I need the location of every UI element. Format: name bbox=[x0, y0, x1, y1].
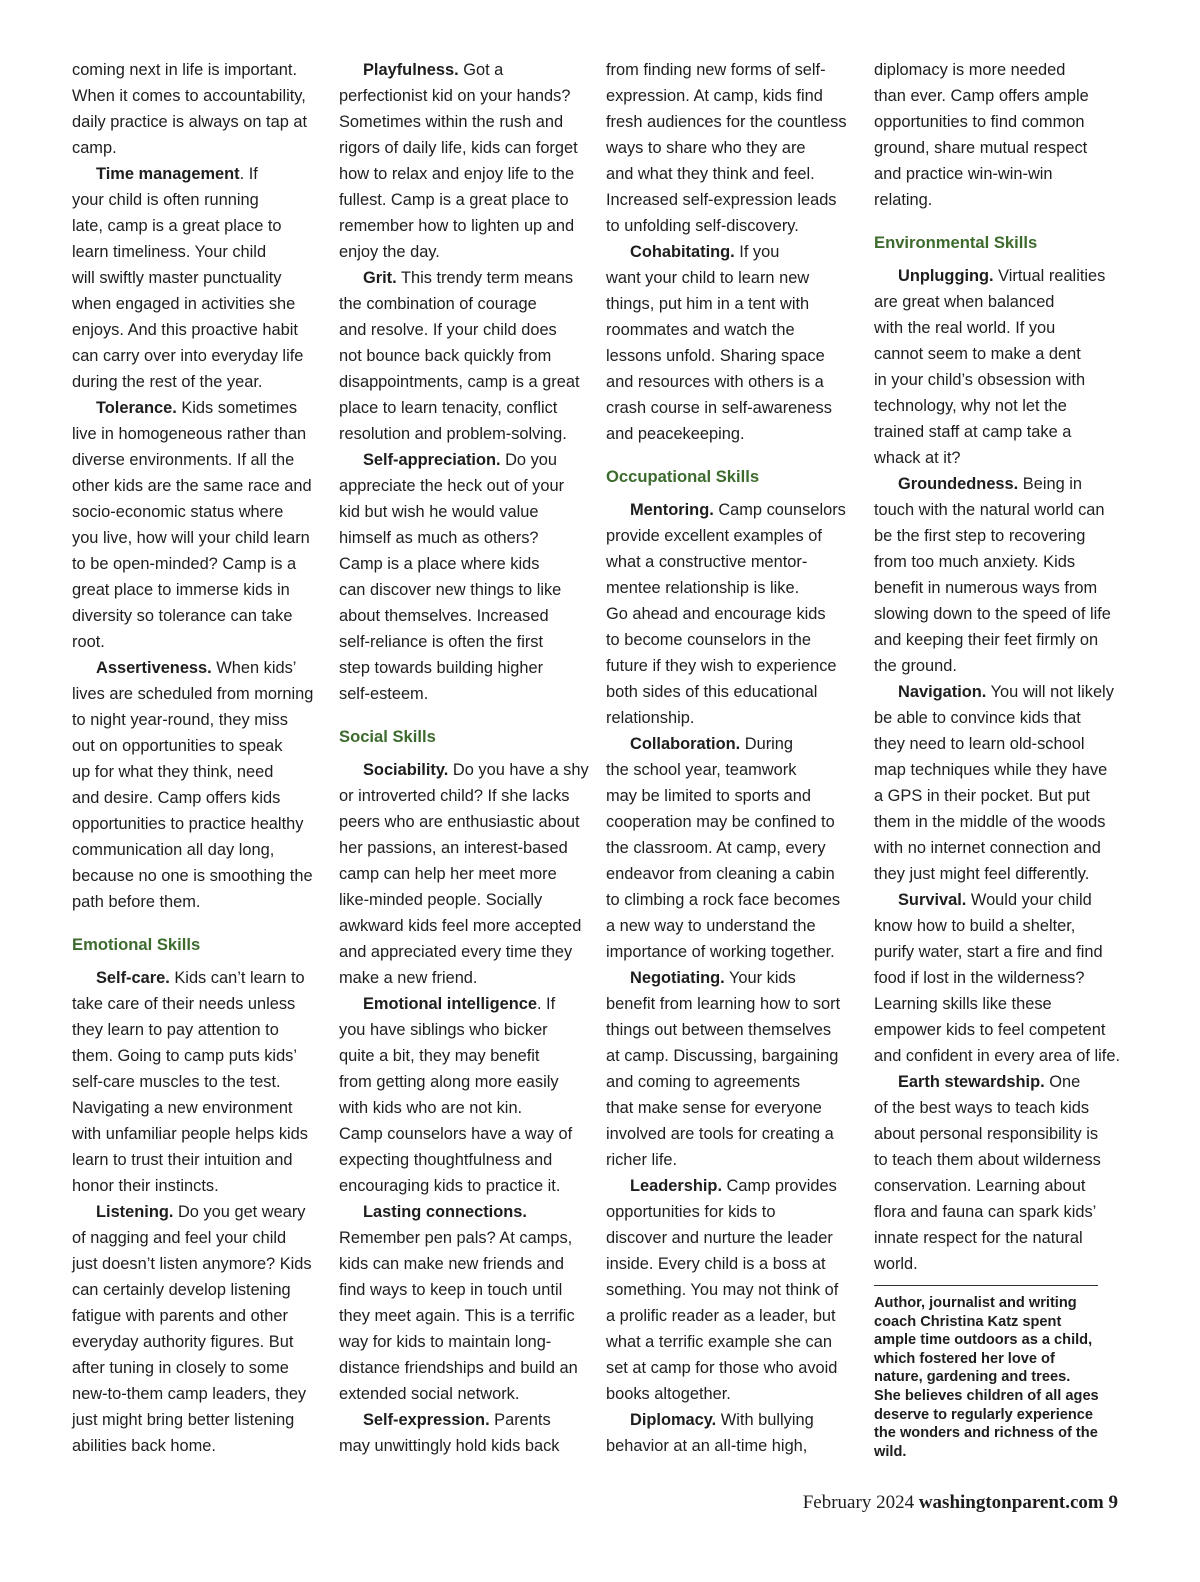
skill-name: Listening. bbox=[96, 1203, 174, 1221]
skill-name: Negotiating. bbox=[630, 969, 725, 987]
text-line: to become counselors in the bbox=[606, 631, 812, 649]
paragraph-diplomacy bbox=[606, 1407, 854, 1459]
text-line: with no internet connection and bbox=[874, 839, 1101, 857]
bio-line: wild. bbox=[874, 1443, 907, 1460]
text-line: about themselves. Increased bbox=[339, 607, 549, 625]
text-line: with the real world. If you bbox=[874, 319, 1056, 337]
text-line: from getting along more easily bbox=[339, 1073, 559, 1091]
text-line: peers who are enthusiastic about bbox=[339, 813, 580, 831]
text-fragment: Your kids bbox=[724, 969, 796, 987]
paragraph-mentoring bbox=[606, 497, 854, 731]
skill-name: Tolerance. bbox=[96, 399, 177, 417]
text-line bbox=[606, 1407, 854, 1433]
paragraph-self-appreciation bbox=[339, 447, 587, 707]
text-line: the classroom. At camp, every bbox=[606, 839, 826, 857]
text-line: of nagging and feel your child bbox=[72, 1229, 287, 1247]
bio-line: deserve to regularly experience bbox=[874, 1406, 1094, 1423]
text-line: to teach them about wilderness bbox=[874, 1151, 1101, 1169]
text-line: to night year-round, they miss bbox=[72, 711, 288, 729]
bio-line: Author, journalist and writing bbox=[874, 1295, 1077, 1311]
text-line: books altogether. bbox=[606, 1385, 731, 1403]
skill-name: Time management bbox=[96, 165, 240, 183]
skill-name: Cohabitating. bbox=[630, 243, 735, 261]
text-line: behavior at an all-time high, bbox=[606, 1437, 808, 1455]
text-line: appreciate the heck out of your bbox=[339, 477, 565, 495]
skill-name: Groundedness. bbox=[898, 475, 1019, 493]
text-line: to be open-minded? Camp is a bbox=[72, 555, 297, 573]
divider bbox=[874, 1285, 1098, 1286]
text-line bbox=[606, 497, 854, 523]
text-line: ways to share who they are bbox=[606, 139, 806, 157]
text-line: Camp is a place where kids bbox=[339, 555, 540, 573]
text-line: can discover new things to like bbox=[339, 581, 562, 599]
text-line: what a terrific example she can bbox=[606, 1333, 832, 1351]
text-line: root. bbox=[72, 633, 105, 651]
text-line: flora and fauna can spark kids’ bbox=[874, 1203, 1097, 1221]
text-line: be able to convince kids that bbox=[874, 709, 1081, 727]
text-line: Camp counselors have a way of bbox=[339, 1125, 573, 1143]
text-line: enjoy the day. bbox=[339, 243, 440, 261]
text-line: and confident in every area of life. bbox=[874, 1047, 1121, 1065]
paragraph-earth-stewardship bbox=[874, 1069, 1120, 1277]
paragraph-continued bbox=[874, 57, 1120, 213]
paragraph-playfulness bbox=[339, 57, 587, 265]
text-fragment: This trendy term means bbox=[396, 269, 574, 287]
text-line: and peacekeeping. bbox=[606, 425, 745, 443]
text-fragment: One bbox=[1044, 1073, 1081, 1091]
text-line: with unfamiliar people helps kids bbox=[72, 1125, 308, 1143]
text-line: fresh audiences for the countless bbox=[606, 113, 847, 131]
text-line: provide excellent examples of bbox=[606, 527, 822, 545]
paragraph-listening bbox=[72, 1199, 318, 1459]
text-line: or introverted child? If she lacks bbox=[339, 787, 570, 805]
text-line: crash course in self-awareness bbox=[606, 399, 832, 417]
text-line: find ways to keep in touch until bbox=[339, 1281, 563, 1299]
text-line: benefit from learning how to sort bbox=[606, 995, 841, 1013]
text-line: may unwittingly hold kids back bbox=[339, 1437, 560, 1455]
text-line: things, put him in a tent with bbox=[606, 295, 810, 313]
column-2 bbox=[339, 57, 587, 1459]
paragraph-leadership bbox=[606, 1173, 854, 1407]
text-line: a prolific reader as a leader, but bbox=[606, 1307, 836, 1325]
skill-name: Leadership. bbox=[630, 1177, 722, 1195]
text-fragment: Do you have a shy bbox=[448, 761, 589, 779]
text-line: mentee relationship is like. bbox=[606, 579, 800, 597]
text-line: benefit in numerous ways from bbox=[874, 579, 1098, 597]
text-line: and practice win-win-win bbox=[874, 165, 1053, 183]
text-line: camp can help her meet more bbox=[339, 865, 557, 883]
text-line: learn to trust their intuition and bbox=[72, 1151, 293, 1169]
skill-name: Playfulness. bbox=[363, 61, 459, 79]
text-line: Sometimes within the rush and bbox=[339, 113, 564, 131]
skill-name: Survival. bbox=[898, 891, 967, 909]
text-line: kid but wish he would value bbox=[339, 503, 539, 521]
text-line: at camp. Discussing, bargaining bbox=[606, 1047, 839, 1065]
text-line: food if lost in the wilderness? bbox=[874, 969, 1085, 987]
text-line: Learning skills like these bbox=[874, 995, 1052, 1013]
skill-name: Assertiveness. bbox=[96, 659, 212, 677]
text-line bbox=[72, 655, 318, 681]
text-line: the combination of courage bbox=[339, 295, 537, 313]
text-line: with kids who are not kin. bbox=[339, 1099, 523, 1117]
text-line: new-to-them camp leaders, they bbox=[72, 1385, 307, 1403]
section-heading: Emotional Skills bbox=[72, 935, 201, 954]
text-line bbox=[874, 1069, 1120, 1095]
text-line: about personal responsibility is bbox=[874, 1125, 1099, 1143]
text-line: socio-economic status where bbox=[72, 503, 284, 521]
skill-name: Self-expression. bbox=[363, 1411, 490, 1429]
text-line: rigors of daily life, kids can forget bbox=[339, 139, 578, 157]
text-line: want your child to learn new bbox=[606, 269, 810, 287]
text-line bbox=[72, 395, 318, 421]
text-line: not bounce back quickly from bbox=[339, 347, 552, 365]
text-line: roommates and watch the bbox=[606, 321, 795, 339]
text-line: to unfolding self-discovery. bbox=[606, 217, 799, 235]
text-line: diversity so tolerance can take bbox=[72, 607, 293, 625]
text-line: opportunities for kids to bbox=[606, 1203, 776, 1221]
text-line: daily practice is always on tap at bbox=[72, 113, 308, 131]
paragraph-grit bbox=[339, 265, 587, 447]
text-line: may be limited to sports and bbox=[606, 787, 811, 805]
text-line bbox=[72, 161, 318, 187]
column-3 bbox=[606, 57, 854, 1459]
text-fragment: Do you bbox=[500, 451, 558, 469]
text-line: awkward kids feel more accepted bbox=[339, 917, 582, 935]
text-line: step towards building higher bbox=[339, 659, 544, 677]
text-fragment: With bullying bbox=[716, 1411, 814, 1429]
text-line: and resources with others is a bbox=[606, 373, 824, 391]
text-line: purify water, start a fire and find bbox=[874, 943, 1103, 961]
bio-line: coach Christina Katz spent bbox=[874, 1313, 1062, 1330]
text-line: both sides of this educational bbox=[606, 683, 818, 701]
text-line bbox=[874, 471, 1120, 497]
text-fragment: Would your child bbox=[966, 891, 1092, 909]
paragraph-unplugging bbox=[874, 263, 1120, 471]
text-line: kids can make new friends and bbox=[339, 1255, 565, 1273]
text-line bbox=[874, 679, 1120, 705]
text-line bbox=[339, 1199, 587, 1225]
paragraph-time-management bbox=[72, 161, 318, 395]
text-line: honor their instincts. bbox=[72, 1177, 219, 1195]
text-line: them. Going to camp puts kids’ bbox=[72, 1047, 298, 1065]
bio-line: She believes children of all ages bbox=[874, 1387, 1099, 1404]
text-line: fatigue with parents and other bbox=[72, 1307, 288, 1325]
text-line: to climbing a rock face becomes bbox=[606, 891, 841, 909]
text-line: quite a bit, they may benefit bbox=[339, 1047, 540, 1065]
text-fragment: Camp provides bbox=[722, 1177, 837, 1195]
text-line: opportunities to find common bbox=[874, 113, 1085, 131]
paragraph-assertiveness bbox=[72, 655, 318, 915]
text-line: importance of working together. bbox=[606, 943, 835, 961]
text-line: and desire. Camp offers kids bbox=[72, 789, 281, 807]
text-line: her passions, an interest-based bbox=[339, 839, 568, 857]
text-line bbox=[339, 447, 587, 473]
text-fragment: Kids can’t learn to bbox=[169, 969, 305, 987]
text-line: and keeping their feet firmly on bbox=[874, 631, 1099, 649]
text-line: a GPS in their pocket. But put bbox=[874, 787, 1090, 805]
paragraph-intro bbox=[72, 57, 318, 161]
text-line: and what they think and feel. bbox=[606, 165, 815, 183]
text-line: technology, why not let the bbox=[874, 397, 1067, 415]
text-line: than ever. Camp offers ample bbox=[874, 87, 1089, 105]
column-1 bbox=[72, 57, 318, 1459]
text-line: endeavor from cleaning a cabin bbox=[606, 865, 835, 883]
text-line bbox=[874, 887, 1120, 913]
text-line: self-reliance is often the first bbox=[339, 633, 544, 651]
text-line bbox=[339, 1407, 587, 1433]
text-fragment: . If bbox=[536, 995, 556, 1013]
paragraph-sociability bbox=[339, 757, 587, 991]
text-fragment: If you bbox=[734, 243, 780, 261]
text-line: set at camp for those who avoid bbox=[606, 1359, 838, 1377]
text-line: self-care muscles to the test. bbox=[72, 1073, 281, 1091]
page-number: 9 bbox=[1103, 1492, 1118, 1513]
text-fragment: When kids’ bbox=[211, 659, 297, 677]
site-name: washingtonparent.com bbox=[918, 1492, 1104, 1513]
text-line bbox=[72, 965, 318, 991]
paragraph-survival bbox=[874, 887, 1120, 1069]
text-line: when engaged in activities she bbox=[72, 295, 296, 313]
paragraph-emotional-intelligence bbox=[339, 991, 587, 1199]
text-line: they learn to pay attention to bbox=[72, 1021, 279, 1039]
text-line: future if they wish to experience bbox=[606, 657, 837, 675]
text-line bbox=[606, 239, 854, 265]
text-line: that make sense for everyone bbox=[606, 1099, 822, 1117]
text-fragment: Parents bbox=[489, 1411, 551, 1429]
skill-name: Self-care. bbox=[96, 969, 170, 987]
text-line: a new way to understand the bbox=[606, 917, 816, 935]
page-footer bbox=[803, 1492, 1118, 1514]
text-line: communication all day long, bbox=[72, 841, 275, 859]
text-line bbox=[606, 965, 854, 991]
text-line: distance friendships and build an bbox=[339, 1359, 578, 1377]
text-line: ground, share mutual respect bbox=[874, 139, 1088, 157]
text-line: will swiftly master punctuality bbox=[72, 269, 282, 287]
text-line: richer life. bbox=[606, 1151, 678, 1169]
text-line: take care of their needs unless bbox=[72, 995, 296, 1013]
text-line: know how to build a shelter, bbox=[874, 917, 1076, 935]
text-line: cooperation may be confined to bbox=[606, 813, 835, 831]
text-line: you have siblings who bicker bbox=[339, 1021, 548, 1039]
text-line: encouraging kids to practice it. bbox=[339, 1177, 561, 1195]
paragraph-cohabitating bbox=[606, 239, 854, 447]
text-line: how to relax and enjoy life to the bbox=[339, 165, 575, 183]
text-fragment: Being in bbox=[1018, 475, 1083, 493]
text-line: and appreciated every time they bbox=[339, 943, 573, 961]
text-line: Increased self-expression leads bbox=[606, 191, 837, 209]
text-line: conservation. Learning about bbox=[874, 1177, 1086, 1195]
skill-name: Self-appreciation. bbox=[363, 451, 501, 469]
text-line: fullest. Camp is a great place to bbox=[339, 191, 569, 209]
skill-name: Earth stewardship. bbox=[898, 1073, 1045, 1091]
text-line: relationship. bbox=[606, 709, 695, 727]
text-line: everyday authority figures. But bbox=[72, 1333, 294, 1351]
text-line: way for kids to maintain long- bbox=[339, 1333, 552, 1351]
text-line: opportunities to practice healthy bbox=[72, 815, 304, 833]
text-line: camp. bbox=[72, 139, 117, 157]
text-line: whack at it? bbox=[874, 449, 961, 467]
paragraph-self-care bbox=[72, 965, 318, 1199]
text-line bbox=[339, 757, 587, 783]
text-line: involved are tools for creating a bbox=[606, 1125, 834, 1143]
text-line: live in homogeneous rather than bbox=[72, 425, 307, 443]
text-line: world. bbox=[874, 1255, 918, 1273]
text-line: expression. At camp, kids find bbox=[606, 87, 823, 105]
skill-name: Sociability. bbox=[363, 761, 449, 779]
skill-name: Mentoring. bbox=[630, 501, 714, 519]
text-line: Navigating a new environment bbox=[72, 1099, 293, 1117]
text-line: the school year, teamwork bbox=[606, 761, 797, 779]
section-heading: Environmental Skills bbox=[874, 233, 1038, 252]
text-line: map techniques while they have bbox=[874, 761, 1108, 779]
text-line: disappointments, camp is a great bbox=[339, 373, 580, 391]
text-fragment: Do you get weary bbox=[173, 1203, 306, 1221]
text-line: empower kids to feel competent bbox=[874, 1021, 1106, 1039]
author-bio bbox=[874, 1294, 1114, 1461]
text-line: can carry over into everyday life bbox=[72, 347, 304, 365]
paragraph-continued bbox=[606, 57, 854, 239]
text-line: what a constructive mentor- bbox=[606, 553, 808, 571]
text-line: lessons unfold. Sharing space bbox=[606, 347, 825, 365]
skill-name: Diplomacy. bbox=[630, 1411, 717, 1429]
text-fragment: You will not likely bbox=[986, 683, 1114, 701]
text-line: When it comes to accountability, bbox=[72, 87, 306, 105]
text-line: inside. Every child is a boss at bbox=[606, 1255, 826, 1273]
text-line: from finding new forms of self- bbox=[606, 61, 826, 79]
text-line: late, camp is a great place to bbox=[72, 217, 282, 235]
text-line: lives are scheduled from morning bbox=[72, 685, 314, 703]
text-line bbox=[874, 263, 1120, 289]
text-line: they meet again. This is a terrific bbox=[339, 1307, 575, 1325]
text-line: be the first step to recovering bbox=[874, 527, 1086, 545]
text-line: in your child’s obsession with bbox=[874, 371, 1086, 389]
text-line: something. You may not think of bbox=[606, 1281, 839, 1299]
text-line: of the best ways to teach kids bbox=[874, 1099, 1090, 1117]
text-line: like-minded people. Socially bbox=[339, 891, 543, 909]
text-line: up for what they think, need bbox=[72, 763, 274, 781]
text-line: during the rest of the year. bbox=[72, 373, 263, 391]
text-line: and resolve. If your child does bbox=[339, 321, 557, 339]
text-line: things out between themselves bbox=[606, 1021, 832, 1039]
text-line: cannot seem to make a dent bbox=[874, 345, 1081, 363]
text-line: trained staff at camp take a bbox=[874, 423, 1072, 441]
text-line: resolution and problem-solving. bbox=[339, 425, 567, 443]
text-line: perfectionist kid on your hands? bbox=[339, 87, 571, 105]
text-line: they just might feel differently. bbox=[874, 865, 1090, 883]
text-line: just doesn’t listen anymore? Kids bbox=[72, 1255, 312, 1273]
paragraph-tolerance bbox=[72, 395, 318, 655]
bio-line: ample time outdoors as a child, bbox=[874, 1332, 1093, 1349]
text-line: great place to immerse kids in bbox=[72, 581, 290, 599]
text-line: discover and nurture the leader bbox=[606, 1229, 833, 1247]
text-fragment: Got a bbox=[458, 61, 504, 79]
text-fragment: . If bbox=[239, 165, 258, 183]
text-line: innate respect for the natural bbox=[874, 1229, 1083, 1247]
text-line: relating. bbox=[874, 191, 933, 209]
text-line: can certainly develop listening bbox=[72, 1281, 291, 1299]
skill-name: Grit. bbox=[363, 269, 397, 287]
paragraph-lasting-connections bbox=[339, 1199, 587, 1407]
text-line bbox=[606, 731, 854, 757]
text-line: they need to learn old-school bbox=[874, 735, 1085, 753]
text-line: learn timeliness. Your child bbox=[72, 243, 267, 261]
skill-name: Emotional intelligence bbox=[363, 995, 537, 1013]
paragraph-groundedness bbox=[874, 471, 1120, 679]
text-line: and coming to agreements bbox=[606, 1073, 801, 1091]
issue-date: February 2024 bbox=[802, 1492, 919, 1513]
paragraph-navigation bbox=[874, 679, 1120, 887]
text-line bbox=[339, 57, 587, 83]
text-line: path before them. bbox=[72, 893, 201, 911]
text-line: slowing down to the speed of life bbox=[874, 605, 1111, 623]
text-line: remember how to lighten up and bbox=[339, 217, 575, 235]
paragraph-self-expression bbox=[339, 1407, 587, 1459]
text-fragment: Virtual realities bbox=[993, 267, 1106, 285]
text-line: your child is often running bbox=[72, 191, 259, 209]
skill-name: Unplugging. bbox=[898, 267, 994, 285]
skill-name: Lasting connections. bbox=[363, 1203, 527, 1221]
section-heading: Social Skills bbox=[339, 727, 436, 746]
text-line: diverse environments. If all the bbox=[72, 451, 295, 469]
text-line: make a new friend. bbox=[339, 969, 478, 987]
text-line: Go ahead and encourage kids bbox=[606, 605, 826, 623]
text-line: extended social network. bbox=[339, 1385, 520, 1403]
bio-line: the wonders and richness of the bbox=[874, 1425, 1098, 1442]
text-line: from too much anxiety. Kids bbox=[874, 553, 1076, 571]
text-line: other kids are the same race and bbox=[72, 477, 312, 495]
text-fragment: Kids sometimes bbox=[176, 399, 298, 417]
text-line: the ground. bbox=[874, 657, 957, 675]
text-line: diplomacy is more needed bbox=[874, 61, 1066, 79]
text-line: touch with the natural world can bbox=[874, 501, 1105, 519]
text-line: just might bring better listening bbox=[72, 1411, 295, 1429]
skill-name: Navigation. bbox=[898, 683, 987, 701]
bio-line: which fostered her love of bbox=[874, 1350, 1055, 1367]
paragraph-negotiating bbox=[606, 965, 854, 1173]
text-line: Remember pen pals? At camps, bbox=[339, 1229, 573, 1247]
text-line: place to learn tenacity, conflict bbox=[339, 399, 558, 417]
text-line: coming next in life is important. bbox=[72, 61, 298, 79]
text-line: himself as much as others? bbox=[339, 529, 539, 547]
text-line: abilities back home. bbox=[72, 1437, 216, 1455]
text-line: expecting thoughtfulness and bbox=[339, 1151, 553, 1169]
text-line: are great when balanced bbox=[874, 293, 1055, 311]
text-fragment: Camp counselors bbox=[713, 501, 846, 519]
text-line: self-esteem. bbox=[339, 685, 429, 703]
bio-line: nature, gardening and trees. bbox=[874, 1369, 1071, 1386]
text-line bbox=[72, 1199, 318, 1225]
paragraph-collaboration bbox=[606, 731, 854, 965]
text-line bbox=[339, 991, 587, 1017]
skill-name: Collaboration. bbox=[630, 735, 741, 753]
text-line: because no one is smoothing the bbox=[72, 867, 313, 885]
text-line: you live, how will your child learn bbox=[72, 529, 310, 547]
text-line bbox=[339, 265, 587, 291]
text-fragment: During bbox=[740, 735, 794, 753]
text-line: out on opportunities to speak bbox=[72, 737, 283, 755]
section-heading: Occupational Skills bbox=[606, 467, 760, 486]
column-4 bbox=[874, 57, 1120, 1461]
text-line: them in the middle of the woods bbox=[874, 813, 1106, 831]
text-line bbox=[606, 1173, 854, 1199]
text-line: enjoys. And this proactive habit bbox=[72, 321, 298, 339]
text-line: after tuning in closely to some bbox=[72, 1359, 289, 1377]
